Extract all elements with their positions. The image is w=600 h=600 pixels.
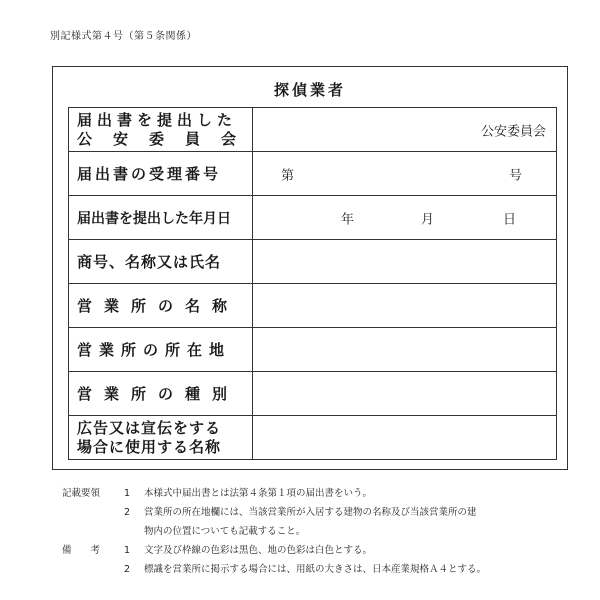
note-text: 営業所の所在地欄には、当該営業所が入居する建物の名称及び当該営業所の建 [144, 507, 477, 518]
row-label [69, 416, 253, 460]
sign-frame [52, 66, 568, 470]
number-suffix: 号 [508, 168, 522, 183]
office-name-cell [253, 284, 557, 328]
receipt-number-cell [253, 152, 557, 196]
number-prefix: 第 [281, 168, 295, 183]
office-address-cell [253, 328, 557, 372]
row-label: 営業所の種別 [69, 372, 253, 416]
sign-title: 探偵業者 [273, 81, 346, 99]
commission-suffix: 公安委員会 [480, 124, 546, 139]
row-label: 商号、名称又は氏名 [69, 240, 253, 284]
table-row [69, 196, 557, 240]
note-text: 標識を営業所に掲示する場合には、用紙の大きさは、日本産業規格Ａ４とする。 [144, 564, 487, 575]
table-row [69, 416, 557, 460]
notes-section [62, 484, 582, 579]
row-label [69, 108, 253, 152]
note-line [62, 484, 582, 503]
remarks-heading: 備 考 [62, 545, 101, 556]
sign-table [68, 107, 557, 460]
advertising-name-cell [253, 416, 557, 460]
note-number: 1 [124, 488, 131, 499]
table-row [69, 152, 557, 196]
trade-name-cell [253, 240, 557, 284]
row-label-line: 公 安 委 員 会 [77, 129, 240, 148]
commission-cell [253, 108, 557, 152]
form-reference: 別記様式第４号（第５条関係） [50, 31, 197, 42]
date-cell [253, 196, 557, 240]
row-label: 営業所の名称 [69, 284, 253, 328]
note-number: 2 [124, 507, 131, 518]
year-label: 年 [341, 212, 355, 227]
table-row [69, 372, 557, 416]
notes-heading: 記載要領 [62, 488, 101, 499]
table-row [69, 328, 557, 372]
row-label: 届出書の受理番号 [69, 152, 253, 196]
note-text: 本様式中届出書とは法第４条第１項の届出書をいう。 [144, 488, 373, 499]
note-line [62, 503, 582, 522]
table-row [69, 108, 557, 152]
note-line [62, 560, 582, 579]
row-label: 営業所の所在地 [69, 328, 253, 372]
row-label-line: 広告又は宣伝をする [77, 418, 222, 437]
row-label: 届出書を提出した年月日 [69, 196, 253, 240]
note-line [62, 522, 582, 541]
table-row [69, 284, 557, 328]
office-type-cell [253, 372, 557, 416]
table-row [69, 240, 557, 284]
note-line [62, 541, 582, 560]
note-number: 1 [124, 545, 131, 556]
note-number: 2 [124, 564, 131, 575]
day-label: 日 [503, 212, 517, 227]
note-text-continued: 物内の位置についても記載すること。 [144, 526, 306, 537]
row-label-line: 場合に使用する名称 [77, 437, 222, 456]
row-label-line: 届出書を提出した [77, 110, 238, 129]
note-text: 文字及び枠線の色彩は黒色、地の色彩は白色とする。 [144, 545, 373, 556]
month-label: 月 [421, 212, 435, 227]
